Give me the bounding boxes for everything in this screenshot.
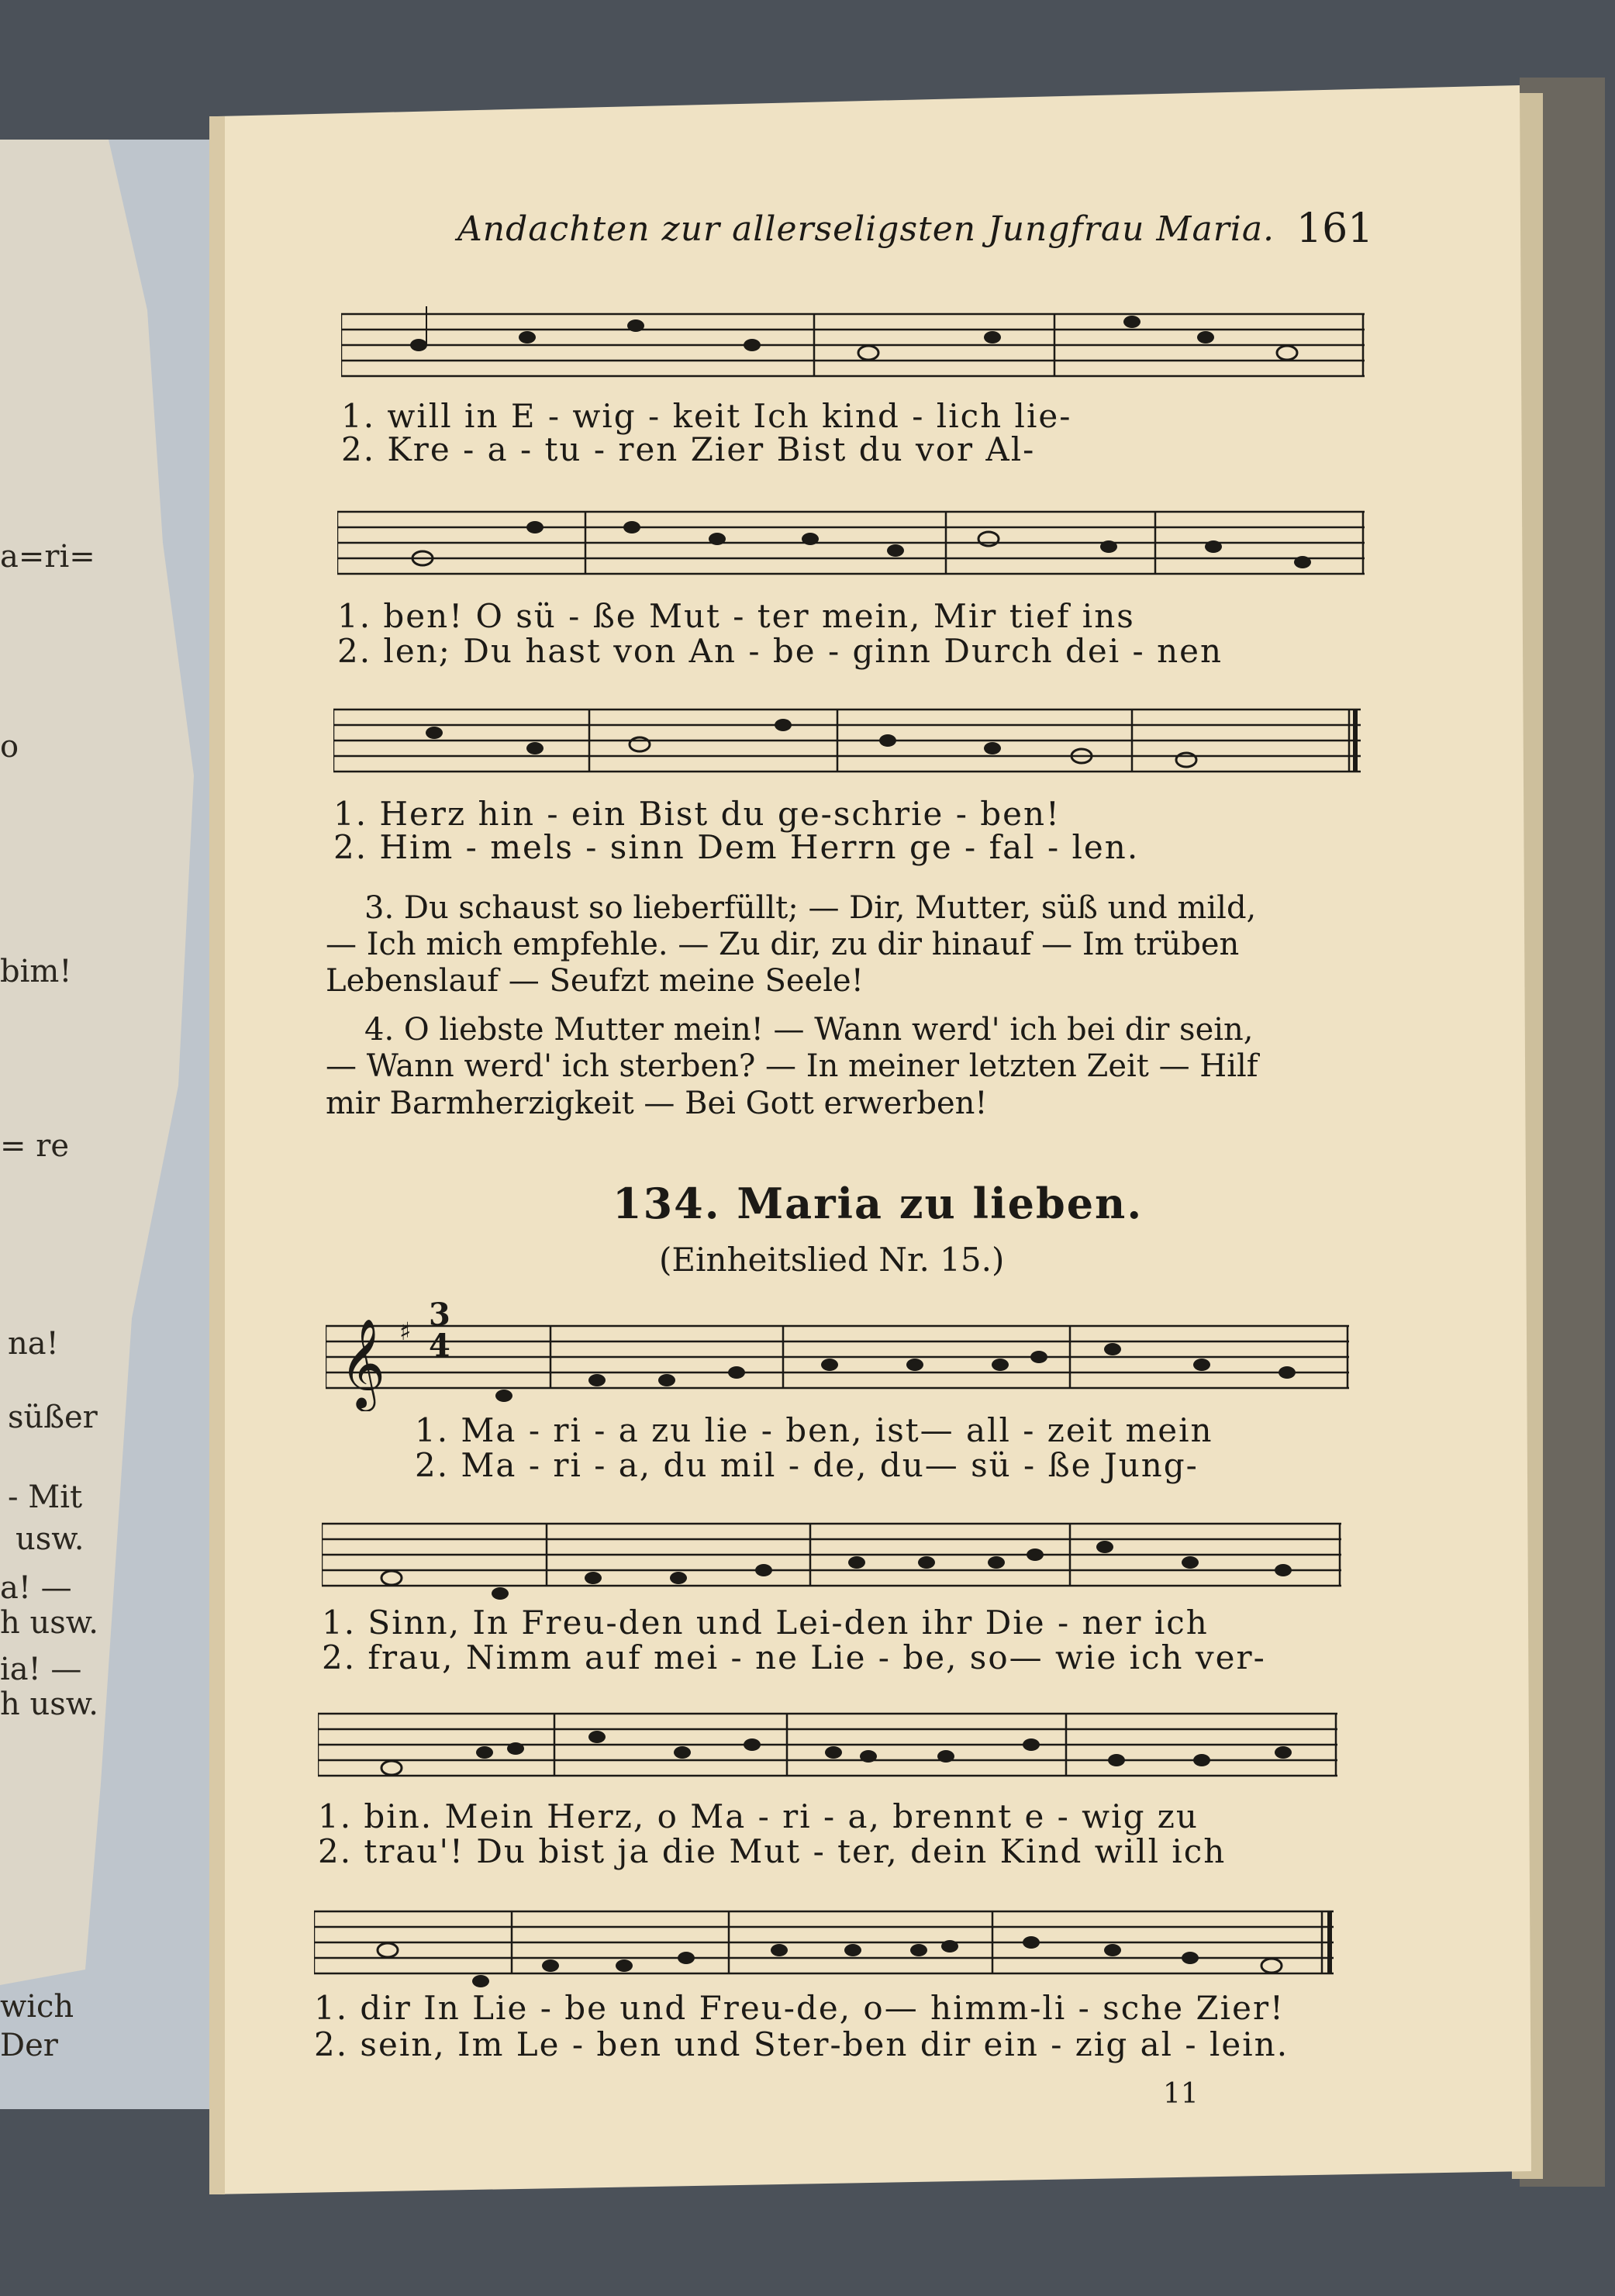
lyric-134-3-verse2: 2. trau'! Du bist ja die Mut - ter, dein Kind will ich — [318, 1832, 1227, 1870]
left-fragment-14: Der — [0, 2028, 58, 2063]
left-fragment-1: a=ri= — [0, 539, 95, 575]
running-header: Andachten zur allerseligsten Jungfrau Maria. — [457, 209, 1275, 249]
signature-mark: 11 — [1163, 2078, 1199, 2110]
lyric-134-2-verse2: 2. frau, Nimm auf mei - ne Lie - be, so— wie ich ver- — [322, 1638, 1266, 1676]
lyric-133-3-verse1: 1. Herz hin - ein Bist du ge-schrie - ben! — [333, 795, 1061, 833]
left-fragment-7: - Mit — [8, 1479, 83, 1515]
time-signature-bottom: 4 — [429, 1328, 450, 1364]
stanza-4-line-2: — Wann werd' ich sterben? — In meiner letzten Zeit — Hilf — [326, 1048, 1258, 1084]
left-fragment-4: = re — [0, 1128, 70, 1164]
staff-system-133-1 — [341, 306, 1365, 392]
left-fragment-9: a! — — [0, 1570, 72, 1606]
staff-system-133-2 — [337, 504, 1365, 589]
staff-system-134-2 — [322, 1508, 1341, 1601]
hymn-title: 134. Maria zu lieben. — [613, 1179, 1144, 1228]
lyric-133-1-verse1: 1. will in E - wig - keit Ich kind - lich lie- — [341, 397, 1072, 435]
left-fragment-11: ia! — — [0, 1652, 82, 1687]
staff-system-133-3 — [333, 702, 1361, 787]
page-number: 161 — [1296, 205, 1374, 252]
stanza-4-line-3: mir Barmherzigkeit — Bei Gott erwerben! — [326, 1086, 988, 1121]
lyric-133-2-verse1: 1. ben! O sü - ße Mut - ter mein, Mir tief ins — [337, 597, 1135, 635]
left-fragment-12: h usw. — [0, 1687, 98, 1722]
lyric-134-1-verse1: 1. Ma - ri - a zu lie - ben, ist— all - zeit mein — [415, 1411, 1213, 1449]
stanza-3-line-3: Lebenslauf — Seufzt meine Seele! — [326, 963, 864, 999]
time-signature-top: 3 — [429, 1296, 450, 1333]
staff-system-134-3 — [318, 1698, 1337, 1791]
lyric-134-3-verse1: 1. bin. Mein Herz, o Ma - ri - a, brennt e - wig zu — [318, 1797, 1199, 1835]
left-fragment-10: h usw. — [0, 1605, 98, 1641]
left-fragment-13: wich — [0, 1989, 74, 2025]
treble-clef-icon: 𝄞 — [340, 1317, 386, 1408]
lyric-133-2-verse2: 2. len; Du hast von An - be - ginn Durch dei - nen — [337, 632, 1223, 670]
lyric-134-2-verse1: 1. Sinn, In Freu-den und Lei-den ihr Die - ner ich — [322, 1604, 1209, 1642]
staff-system-134-1 — [326, 1310, 1349, 1411]
stanza-3-line-2: — Ich mich empfehle. — Zu dir, zu dir hinauf — Im trüben — [326, 927, 1240, 962]
lyric-133-1-verse2: 2. Kre - a - tu - ren Zier Bist du vor Al- — [341, 430, 1036, 468]
lyric-134-1-verse2: 2. Ma - ri - a, du mil - de, du— sü - ße Jung- — [415, 1446, 1199, 1484]
lyric-133-3-verse2: 2. Him - mels - sinn Dem Herrn ge - fal - len. — [333, 828, 1140, 866]
left-fragment-8: usw. — [16, 1521, 85, 1557]
left-fragment-3: bim! — [0, 954, 72, 989]
left-fragment-2: o — [0, 729, 19, 765]
left-fragment-5: na! — [8, 1326, 59, 1362]
key-signature-sharp-icon: ♯ — [399, 1317, 412, 1346]
hymn-subtitle: (Einheitslied Nr. 15.) — [659, 1241, 1005, 1279]
lyric-134-4-verse2: 2. sein, Im Le - ben und Ster-ben dir ein - zig al - lein. — [314, 2025, 1289, 2063]
left-fragment-6: süßer — [8, 1400, 98, 1435]
stanza-4-line-1: 4. O liebste Mutter mein! — Wann werd' ich bei dir sein, — [364, 1012, 1254, 1048]
lyric-134-4-verse1: 1. dir In Lie - be und Freu-de, o— himm-li - sche Zier! — [314, 1989, 1285, 2027]
staff-system-134-4 — [314, 1896, 1334, 1989]
stanza-3-line-1: 3. Du schaust so lieberfüllt; — Dir, Mutter, süß und mild, — [364, 890, 1257, 926]
